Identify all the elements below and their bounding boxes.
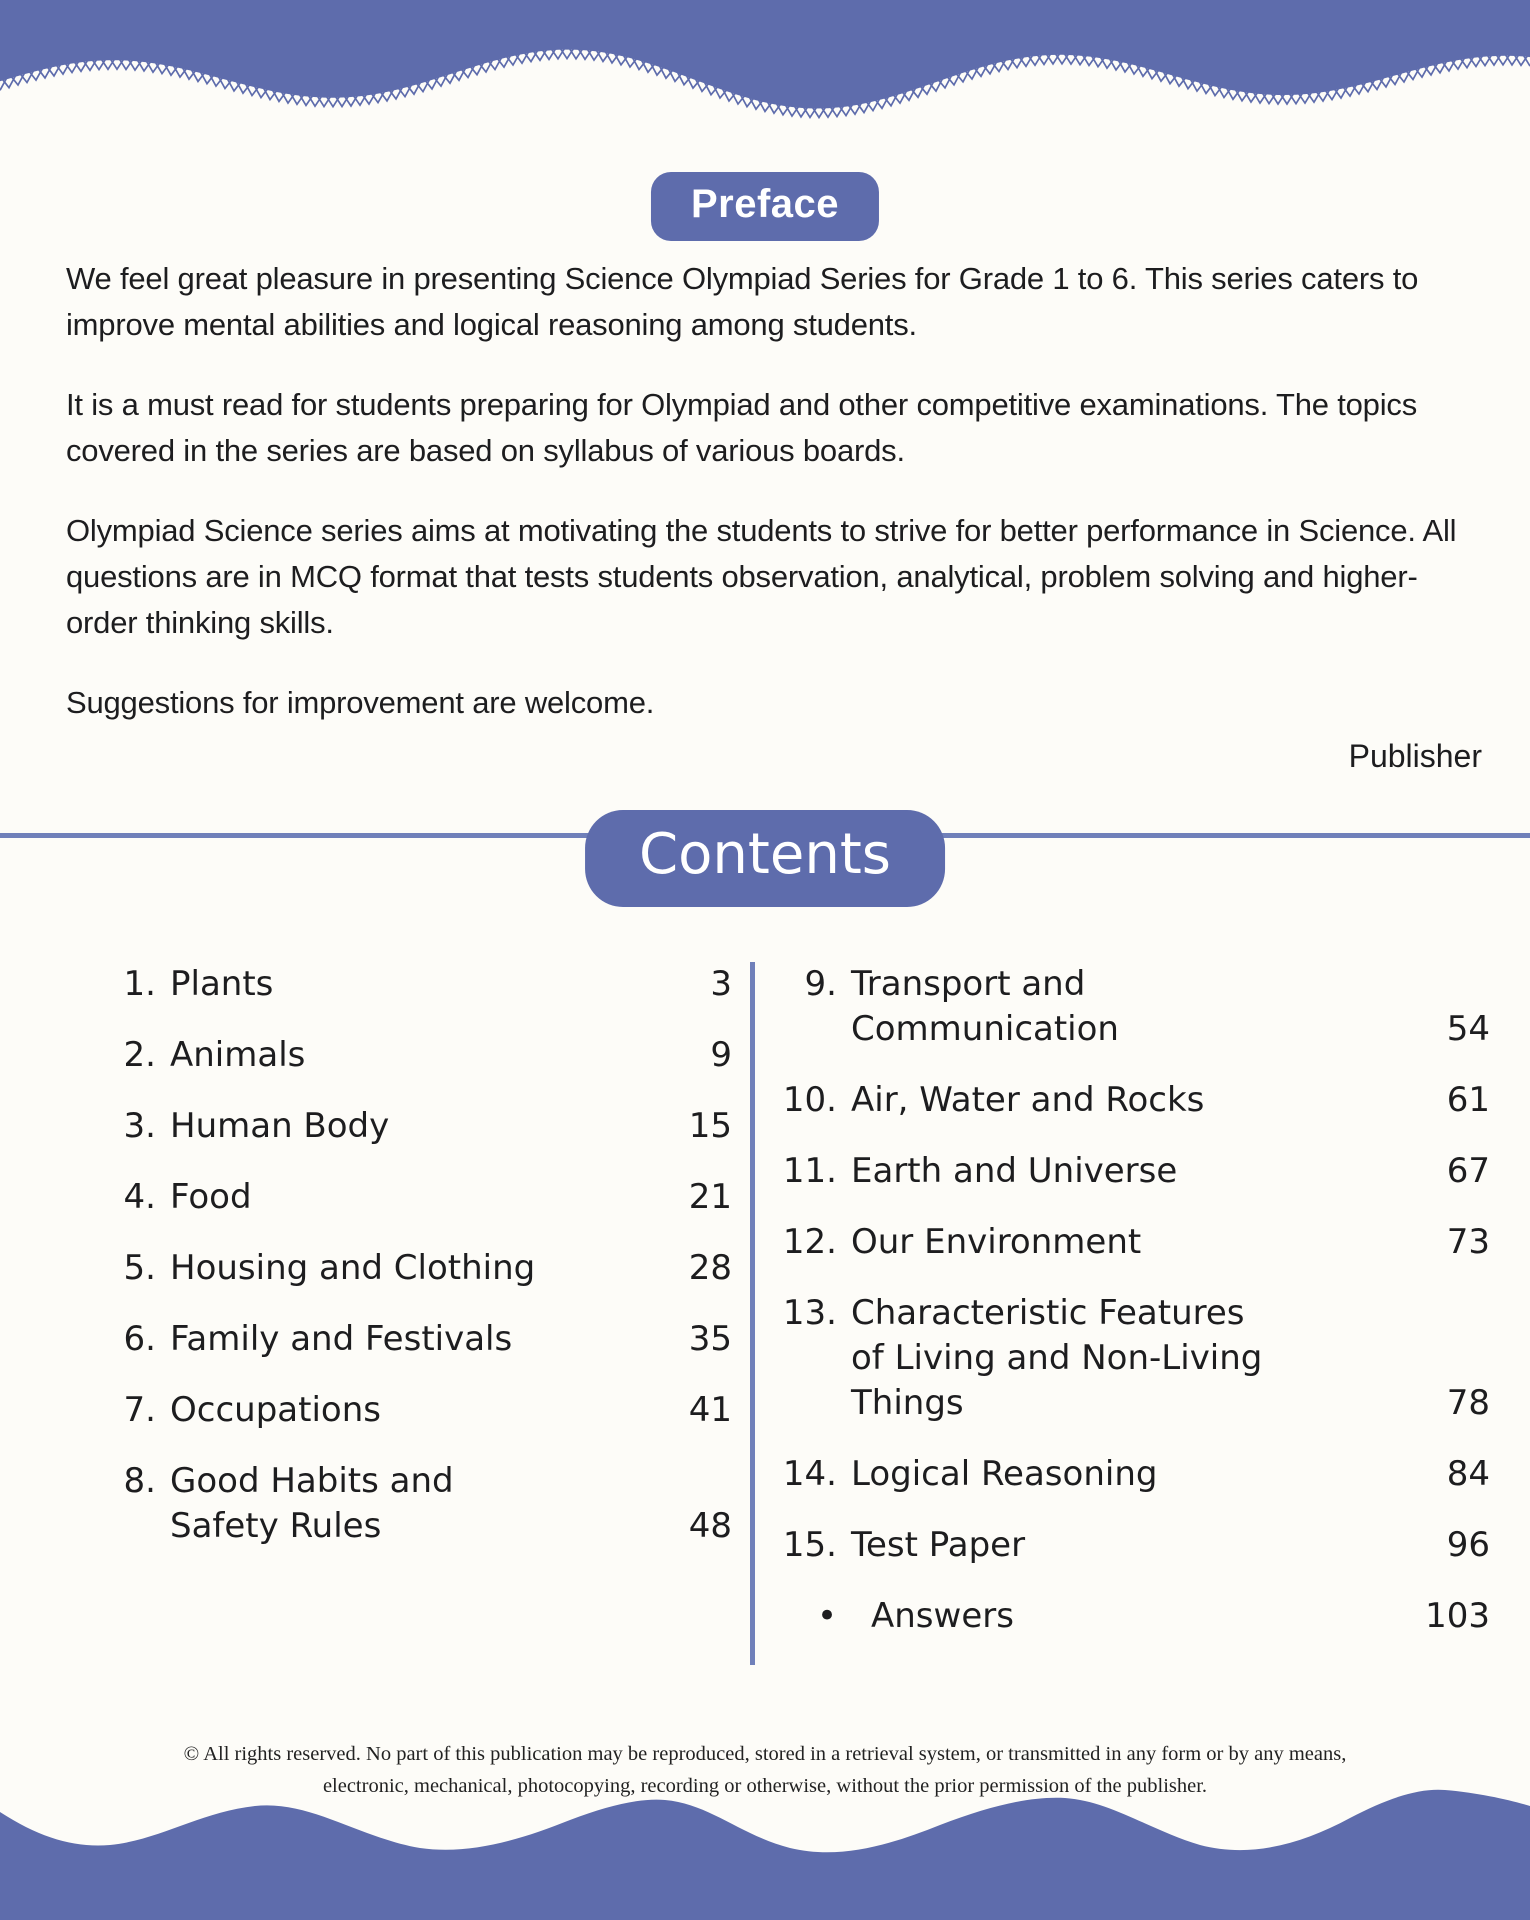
toc-entry-number: 8. <box>123 1461 156 1501</box>
toc-entry-title: Earth and Universe <box>851 1151 1178 1191</box>
toc-entry-number: 15. <box>782 1525 837 1565</box>
preface-heading-label: Preface <box>690 182 840 226</box>
toc-entry-number: 2. <box>123 1035 156 1075</box>
toc-entry-page: 3 <box>710 964 732 1004</box>
toc-entry-title: Answers <box>871 1596 1014 1636</box>
toc-entry-number: 11. <box>782 1151 837 1191</box>
toc-entry <box>98 1033 732 1078</box>
toc-entry-title: Plants <box>170 964 274 1004</box>
toc-entry-title: Human Body <box>170 1106 390 1146</box>
copyright-line: electronic, mechanical, photocopying, recording or otherwise, without the prior permission of the publisher. <box>322 1775 1208 1797</box>
toc-entry-page: 73 <box>1446 1222 1490 1262</box>
toc-entry-title: Transport and Communication <box>851 964 1119 1049</box>
copyright-line: © All rights reserved. No part of this publication may be reproduced, stored in a retrieval system, or transmitted in any form or by any means, <box>183 1743 1347 1765</box>
toc-entry-title: Characteristic Features of Living and Non-Living Things <box>851 1293 1263 1423</box>
toc-entry-page: 15 <box>688 1106 732 1146</box>
preface-heading <box>651 172 879 241</box>
toc-entry-number: 4. <box>123 1177 156 1217</box>
toc-column-right <box>750 962 1490 1665</box>
toc-entry-title: Our Environment <box>851 1222 1142 1262</box>
toc-entry <box>779 1078 1490 1123</box>
toc-entry-page: 21 <box>688 1177 732 1217</box>
toc-entry-number: 13. <box>782 1293 837 1333</box>
contents-heading-label: Contents <box>639 822 891 887</box>
toc-entry-title: Logical Reasoning <box>851 1454 1158 1494</box>
toc-entry-page: 103 <box>1425 1596 1490 1636</box>
toc-entry-page: 84 <box>1446 1454 1490 1494</box>
toc-entry-number: 3. <box>123 1106 156 1146</box>
toc-entry-number: 12. <box>782 1222 837 1262</box>
toc-entry-title: Good Habits and Safety Rules <box>170 1461 454 1546</box>
toc-entry <box>98 1246 732 1291</box>
publisher-signature: Publisher <box>1348 738 1482 774</box>
toc-entry <box>779 1523 1490 1568</box>
toc-entry-page: 54 <box>1446 1009 1490 1049</box>
toc-entry-title: Food <box>170 1177 252 1217</box>
toc-entry-page: 67 <box>1446 1151 1490 1191</box>
toc-entry-page: 96 <box>1446 1525 1490 1565</box>
toc-entry-number: 1. <box>123 964 156 1004</box>
toc-entry-title: Housing and Clothing <box>170 1248 536 1288</box>
toc-entry <box>98 1175 732 1220</box>
toc-entry <box>98 1104 732 1149</box>
toc-entry-number: 14. <box>782 1454 837 1494</box>
toc-column-left <box>98 962 750 1665</box>
toc-entry-title: Occupations <box>170 1390 381 1430</box>
toc-entry <box>98 1388 732 1433</box>
table-of-contents <box>98 962 1490 1665</box>
toc-entry <box>779 1220 1490 1265</box>
preface-paragraph: Olympiad Science series aims at motivating the students to strive for better performance in Science. All questions are in MCQ format that tests students observation, analytical, problem solving and higher-order thinking skills. <box>66 513 1457 640</box>
preface-paragraph: We feel great pleasure in presenting Science Olympiad Series for Grade 1 to 6. This series caters to improve mental abilities and logical reasoning among students. <box>66 261 1419 342</box>
top-wave-decoration <box>0 0 1530 130</box>
toc-entry-page: 61 <box>1446 1080 1490 1120</box>
toc-entry <box>98 1459 732 1549</box>
toc-entry-title: Family and Festivals <box>170 1319 513 1359</box>
preface-paragraph: It is a must read for students preparing for Olympiad and other competitive examinations. The topics covered in the series are based on syllabus of various boards. <box>66 387 1417 468</box>
contents-heading <box>585 810 945 907</box>
toc-entry <box>779 1291 1490 1426</box>
toc-entry <box>779 1452 1490 1497</box>
toc-entry-page: 28 <box>688 1248 732 1288</box>
toc-entry-page: 35 <box>688 1319 732 1359</box>
toc-entry-page: 9 <box>710 1035 732 1075</box>
bottom-wave-decoration <box>0 1780 1530 1920</box>
toc-entry-page: 78 <box>1446 1383 1490 1423</box>
toc-entry-number: • <box>816 1596 837 1636</box>
toc-entry-title: Air, Water and Rocks <box>851 1080 1205 1120</box>
preface-text <box>66 256 1484 760</box>
toc-entry-number: 10. <box>782 1080 837 1120</box>
toc-entry-page: 48 <box>688 1506 732 1546</box>
toc-entry-number: 5. <box>123 1248 156 1288</box>
toc-entry <box>98 962 732 1007</box>
toc-entry <box>779 962 1490 1052</box>
toc-entry-title: Test Paper <box>851 1525 1026 1565</box>
toc-entry-page: 41 <box>688 1390 732 1430</box>
toc-entry <box>779 1149 1490 1194</box>
toc-entry <box>779 1594 1490 1639</box>
preface-paragraph: Suggestions for improvement are welcome. <box>66 685 655 720</box>
toc-entry-number: 9. <box>804 964 837 1004</box>
toc-entry-number: 7. <box>123 1390 156 1430</box>
toc-entry-number: 6. <box>123 1319 156 1359</box>
toc-entry <box>98 1317 732 1362</box>
toc-entry-title: Animals <box>170 1035 306 1075</box>
